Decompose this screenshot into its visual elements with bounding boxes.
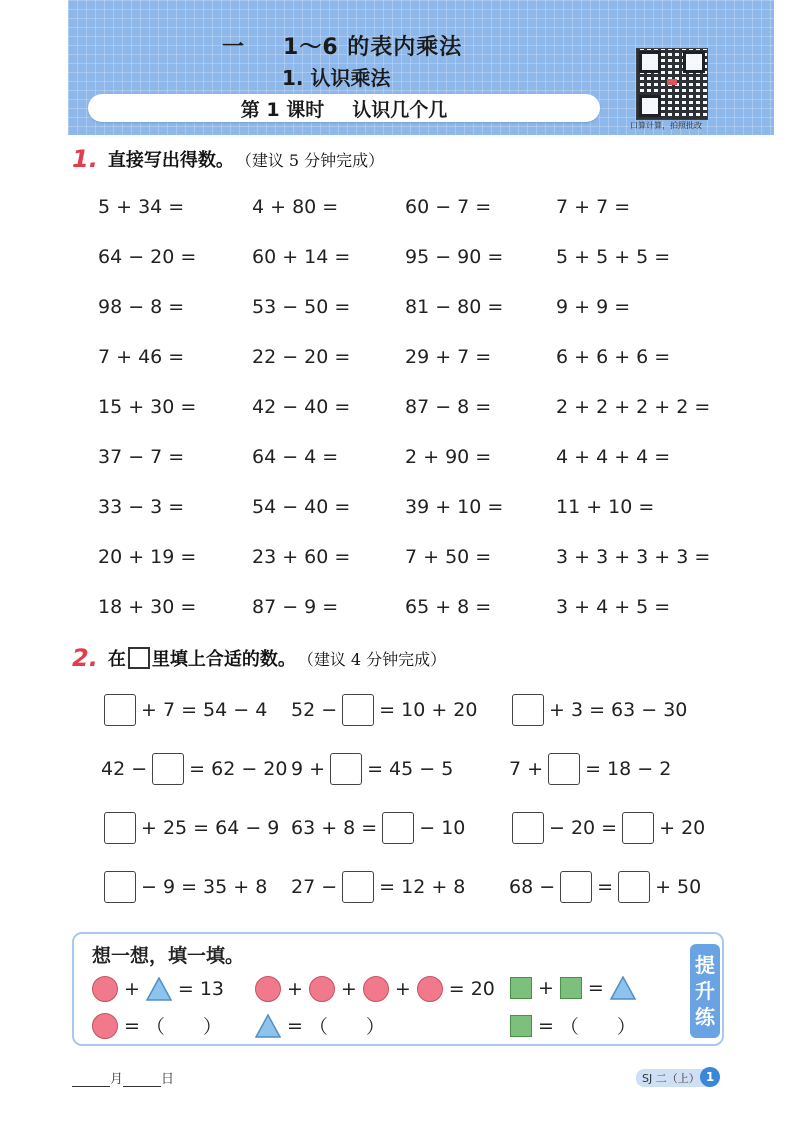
arithmetic-problem: 42 − 40 = xyxy=(252,396,351,418)
arithmetic-problem: 5 + 34 = xyxy=(98,196,185,218)
side-tab: 提 升 练 xyxy=(690,944,720,1038)
arithmetic-problem: 20 + 19 = xyxy=(98,546,197,568)
arithmetic-problem: 5 + 5 + 5 = xyxy=(556,246,671,268)
arithmetic-problem: 4 + 80 = xyxy=(252,196,339,218)
arithmetic-problem: 29 + 7 = xyxy=(405,346,492,368)
triangle-icon xyxy=(610,976,636,1000)
answer-box[interactable] xyxy=(512,812,544,844)
problem-text: + 20 xyxy=(659,817,706,839)
page-number: 1 xyxy=(700,1067,720,1087)
fill-in-problem xyxy=(290,812,466,844)
problem-text: 52 − xyxy=(291,699,338,721)
q1-heading xyxy=(72,145,384,173)
circle-icon xyxy=(363,976,389,1002)
arithmetic-problem: 15 + 30 = xyxy=(98,396,197,418)
problem-text: − 10 xyxy=(419,817,466,839)
problem-text: + 3 = 63 − 30 xyxy=(549,699,688,721)
fill-in-problem xyxy=(508,753,672,785)
answer-box[interactable] xyxy=(330,753,362,785)
q2-heading xyxy=(72,644,446,672)
footer-code: SJ 二（上） xyxy=(636,1069,708,1087)
problem-text: = 45 − 5 xyxy=(367,758,454,780)
triangle-icon xyxy=(146,977,172,1001)
answer-box-icon xyxy=(128,647,150,669)
footer-date: 月 日 xyxy=(72,1068,174,1087)
problem-text: = 12 + 8 xyxy=(379,876,466,898)
arithmetic-problem: 65 + 8 = xyxy=(405,596,492,618)
think-row1-c: + = xyxy=(510,976,636,1000)
answer-box[interactable] xyxy=(622,812,654,844)
arithmetic-problem: 33 − 3 = xyxy=(98,496,185,518)
fill-in-problem xyxy=(290,871,466,903)
problem-text: 9 + xyxy=(291,758,326,780)
arithmetic-problem: 53 − 50 = xyxy=(252,296,351,318)
arithmetic-problem: 87 − 8 = xyxy=(405,396,492,418)
arithmetic-problem: 2 + 2 + 2 + 2 = xyxy=(556,396,711,418)
arithmetic-problem: 7 + 50 = xyxy=(405,546,492,568)
problem-text: = 10 + 20 xyxy=(379,699,478,721)
arithmetic-problem: 98 − 8 = xyxy=(98,296,185,318)
answer-box[interactable] xyxy=(104,871,136,903)
answer-box[interactable] xyxy=(342,871,374,903)
arithmetic-problem: 3 + 3 + 3 + 3 = xyxy=(556,546,711,568)
arithmetic-problem: 87 − 9 = xyxy=(252,596,339,618)
circle-icon xyxy=(309,976,335,1002)
circle-icon xyxy=(92,976,118,1002)
arithmetic-problem: 37 − 7 = xyxy=(98,446,185,468)
arithmetic-problem: 22 − 20 = xyxy=(252,346,351,368)
arithmetic-problem: 2 + 90 = xyxy=(405,446,492,468)
think-row2-a: = （ ） xyxy=(92,1012,222,1039)
arithmetic-problem: 9 + 9 = xyxy=(556,296,631,318)
problem-text: 27 − xyxy=(291,876,338,898)
answer-box[interactable] xyxy=(618,871,650,903)
fill-in-problem xyxy=(100,694,268,726)
arithmetic-problem: 64 − 4 = xyxy=(252,446,339,468)
circle-icon xyxy=(417,976,443,1002)
problem-text: − 9 = 35 + 8 xyxy=(141,876,268,898)
arithmetic-problem: 4 + 4 + 4 = xyxy=(556,446,671,468)
problem-text: + 25 = 64 − 9 xyxy=(141,817,280,839)
problem-text: 7 + xyxy=(509,758,544,780)
arithmetic-problem: 54 − 40 = xyxy=(252,496,351,518)
problem-text: − 20 = xyxy=(549,817,618,839)
think-r1a-result: 13 xyxy=(199,978,225,1000)
q1-number: 1. xyxy=(72,145,98,173)
month-blank[interactable] xyxy=(72,1074,110,1087)
qr-caption: 口算计算，拍照批改 xyxy=(630,121,702,130)
fill-in-problem xyxy=(100,871,268,903)
fill-in-problem xyxy=(508,694,688,726)
answer-box[interactable] xyxy=(104,812,136,844)
answer-box[interactable] xyxy=(152,753,184,785)
lesson-label: 第 1 课时 xyxy=(240,98,325,121)
answer-paren[interactable]: （ ） xyxy=(145,1016,222,1038)
q2-title-post: 里填上合适的数。 xyxy=(151,649,296,670)
arithmetic-problem: 81 − 80 = xyxy=(405,296,504,318)
problem-text: 68 − xyxy=(509,876,556,898)
q2-title-pre: 在 xyxy=(107,649,126,670)
arithmetic-problem: 7 + 7 = xyxy=(556,196,631,218)
think-r1b-result: 20 xyxy=(470,978,495,1000)
think-row1-a: + = 13 xyxy=(92,976,224,1002)
answer-paren[interactable]: （ ） xyxy=(308,1016,385,1038)
arithmetic-problem: 11 + 10 = xyxy=(556,496,655,518)
arithmetic-problem: 95 − 90 = xyxy=(405,246,504,268)
answer-box[interactable] xyxy=(342,694,374,726)
think-row1-b: + + + = 20 xyxy=(255,976,495,1002)
arithmetic-problem: 7 + 46 = xyxy=(98,346,185,368)
fill-in-problem xyxy=(100,812,280,844)
circle-icon xyxy=(92,1013,118,1039)
arithmetic-problem: 6 + 6 + 6 = xyxy=(556,346,671,368)
problem-text: 63 + 8 = xyxy=(291,817,378,839)
fill-in-problem xyxy=(100,753,288,785)
arithmetic-problem: 60 + 14 = xyxy=(252,246,351,268)
section-title: 1. 认识乘法 xyxy=(282,66,391,90)
think-title: 想一想，填一填。 xyxy=(92,945,245,967)
unit-title: 一 1～6 的表内乘法 xyxy=(222,35,463,60)
q2-note: （建议 4 分钟完成） xyxy=(297,649,447,669)
think-row2-c: = （ ） xyxy=(510,1012,636,1039)
problem-text: 42 − xyxy=(101,758,148,780)
square-icon xyxy=(560,977,582,999)
problem-text: = 18 − 2 xyxy=(585,758,672,780)
square-icon xyxy=(510,1015,532,1037)
think-row2-b: = （ ） xyxy=(255,1012,385,1039)
q2-number: 2. xyxy=(72,644,98,672)
arithmetic-problem: 60 − 7 = xyxy=(405,196,492,218)
answer-box[interactable] xyxy=(512,694,544,726)
answer-paren[interactable]: （ ） xyxy=(559,1016,636,1038)
lesson-title: 认识几个几 xyxy=(352,98,448,121)
triangle-icon xyxy=(255,1014,281,1038)
answer-box[interactable] xyxy=(104,694,136,726)
answer-box[interactable] xyxy=(548,753,580,785)
circle-icon xyxy=(255,976,281,1002)
problem-text: + 7 = 54 − 4 xyxy=(141,699,268,721)
arithmetic-problem: 39 + 10 = xyxy=(405,496,504,518)
arithmetic-problem: 23 + 60 = xyxy=(252,546,351,568)
square-icon xyxy=(510,977,532,999)
answer-box[interactable] xyxy=(560,871,592,903)
fill-in-problem xyxy=(290,694,478,726)
day-blank[interactable] xyxy=(123,1074,161,1087)
q1-title: 直接写出得数。 xyxy=(107,150,234,171)
arithmetic-problem: 3 + 4 + 5 = xyxy=(556,596,671,618)
arithmetic-problem: 64 − 20 = xyxy=(98,246,197,268)
problem-text: + 50 xyxy=(655,876,702,898)
lesson-bar xyxy=(88,94,600,122)
q1-note: （建议 5 分钟完成） xyxy=(235,150,385,170)
problem-text: = xyxy=(597,876,614,898)
problem-text: = 62 − 20 xyxy=(189,758,288,780)
qr-code-icon[interactable] xyxy=(636,48,708,120)
fill-in-problem xyxy=(508,871,702,903)
fill-in-problem xyxy=(290,753,454,785)
answer-box[interactable] xyxy=(382,812,414,844)
arithmetic-problem: 18 + 30 = xyxy=(98,596,197,618)
fill-in-problem xyxy=(508,812,706,844)
